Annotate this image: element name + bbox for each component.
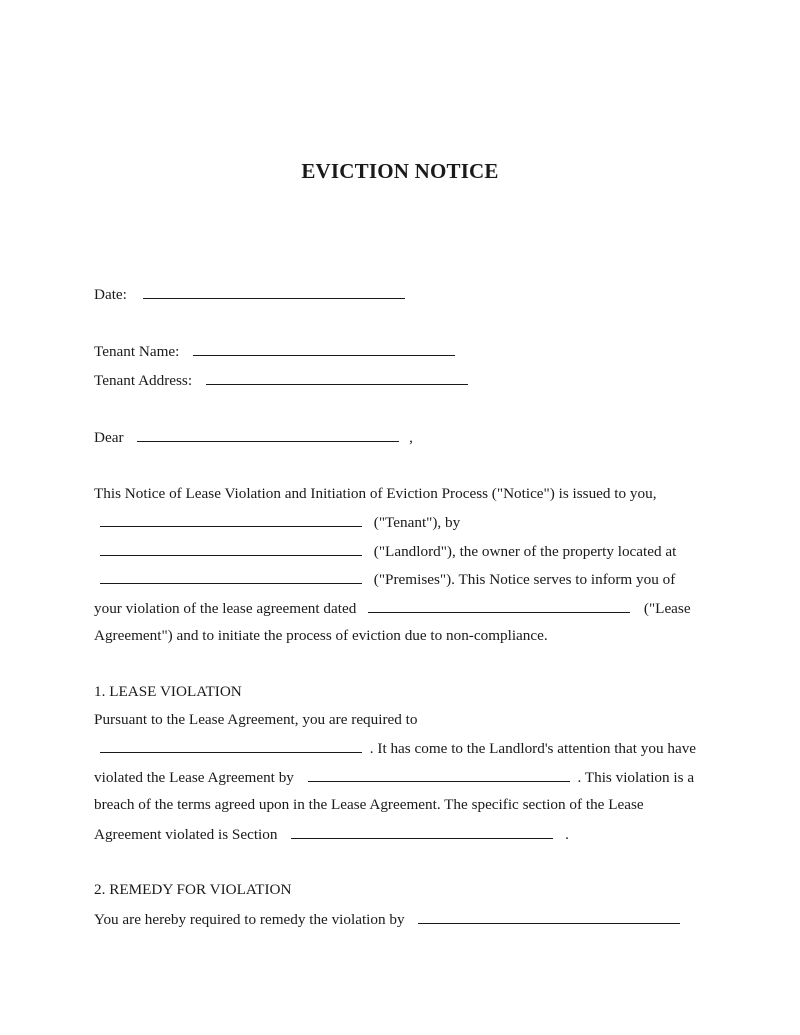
tenant-name-field[interactable] — [193, 341, 455, 356]
remedy-deadline-field[interactable] — [418, 909, 680, 924]
section-1-line-2-text: . It has come to the Landlord's attention that you have — [369, 740, 697, 757]
intro-line-2 — [94, 512, 460, 533]
date-row — [94, 284, 405, 305]
intro-line-3-text: ("Landlord"), the owner of the property located at — [373, 543, 677, 560]
section-1-line-3-text: violated the Lease Agreement by — [94, 769, 294, 786]
tenant-field[interactable] — [100, 512, 362, 527]
intro-line-2-text: ("Tenant"), by — [373, 514, 461, 531]
intro-line-3 — [94, 541, 676, 562]
document-title: EVICTION NOTICE — [301, 159, 499, 183]
section-1-line-5 — [94, 824, 569, 845]
section-2-line-1 — [94, 909, 680, 930]
salutation-label: Dear — [94, 429, 124, 446]
tenant-address-row — [94, 370, 468, 391]
salutation-row — [94, 427, 413, 448]
lease-date-field[interactable] — [368, 598, 630, 613]
landlord-field[interactable] — [100, 541, 362, 556]
lease-requirement-field[interactable] — [100, 738, 362, 753]
section-2-line-1-text: You are hereby required to remedy the violation by — [94, 911, 405, 928]
section-1-heading: 1. LEASE VIOLATION — [94, 683, 242, 700]
date-field[interactable] — [143, 284, 405, 299]
premises-field[interactable] — [100, 569, 362, 584]
intro-line-4 — [94, 569, 675, 590]
tenant-name-label: Tenant Name: — [94, 343, 180, 360]
tenant-address-field[interactable] — [206, 370, 468, 385]
date-label: Date: — [94, 286, 127, 303]
tenant-address-label: Tenant Address: — [94, 372, 193, 389]
recipient-name-field[interactable] — [137, 427, 399, 442]
section-2-heading: 2. REMEDY FOR VIOLATION — [94, 881, 292, 898]
violation-description-field[interactable] — [308, 767, 570, 782]
intro-line-5-text: your violation of the lease agreement dated — [94, 600, 357, 617]
tenant-name-row — [94, 341, 455, 362]
intro-line-6: Agreement") and to initiate the process of eviction due to non-compliance. — [94, 627, 548, 644]
salutation-comma: , — [409, 429, 413, 446]
section-1-line-5-text: Agreement violated is Section — [94, 826, 278, 843]
intro-line-5-tail: ("Lease — [643, 600, 691, 617]
section-1-line-5-tail: . — [565, 826, 569, 843]
intro-line-5 — [94, 598, 691, 619]
section-1-line-4: breach of the terms agreed upon in the Lease Agreement. The specific section of the Lease — [94, 796, 644, 813]
section-1-line-3 — [94, 767, 694, 788]
section-1-line-1: Pursuant to the Lease Agreement, you are required to — [94, 711, 418, 728]
section-1-line-3-tail: . This violation is a — [577, 769, 695, 786]
intro-line-4-text: ("Premises"). This Notice serves to inform you of — [373, 571, 676, 588]
lease-section-field[interactable] — [291, 824, 553, 839]
intro-line-1: This Notice of Lease Violation and Initiation of Eviction Process ("Notice") is issued to you, — [94, 485, 657, 502]
section-1-line-2 — [94, 738, 696, 759]
